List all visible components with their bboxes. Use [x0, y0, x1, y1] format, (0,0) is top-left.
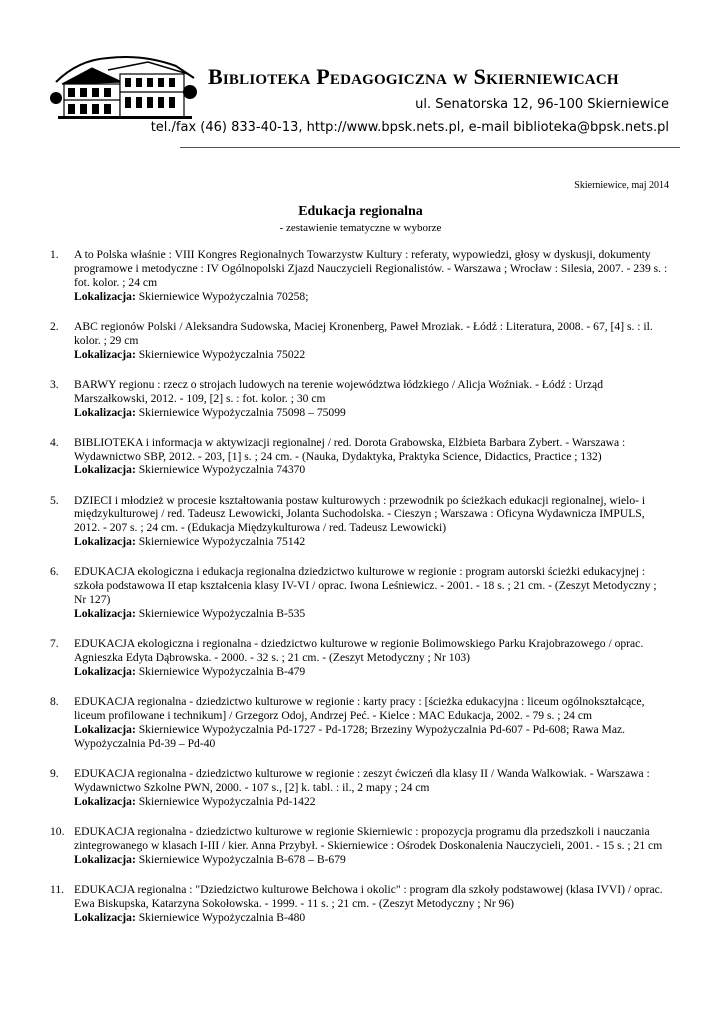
bibliography-entry: [0, 825, 721, 867]
location-value: Skierniewice Wypożyczalnia 75022: [138, 347, 306, 361]
library-contact: tel./fax (46) 833-40-13, http://www.bpsk.nets.pl, e-mail biblioteka@bpsk.nets.pl: [150, 120, 669, 135]
entry-number: 4.: [50, 435, 59, 449]
document-title: Edukacja regionalna: [298, 204, 423, 219]
bibliography-entry: [0, 320, 721, 362]
entry-number: 8.: [50, 695, 59, 709]
bibliography-entry: [0, 767, 721, 809]
location-label: Lokalizacja:: [74, 405, 136, 419]
entry-location: [74, 463, 671, 477]
entry-number: 5.: [50, 493, 59, 507]
entry-description: EDUKACJA ekologiczna i regionalna - dziedzictwo kulturowe w regionie Bolimowskiego Parku Krajobrazowego / oprac. Agnieszka Edyta Dąbrowska. - 2000. - 32 s. ; 21 cm. - (Zeszyt Metodyczny ; Nr 103): [74, 637, 644, 665]
entry-number: 7.: [50, 637, 59, 651]
entry-description: BARWY regionu : rzecz o strojach ludowych na terenie województwa łódzkiego / Alicja Woźniak. - Łódź : Urząd Marszałkowski, 2012. - 109, [2] s. : fot. kolor. ; 30 cm: [74, 377, 603, 405]
location-value: Skierniewice Wypożyczalnia B-535: [138, 607, 306, 621]
bibliography-entry: [0, 494, 721, 550]
location-label: Lokalizacja:: [74, 794, 136, 808]
entry-description: ABC regionów Polski / Aleksandra Sudowska, Maciej Kronenberg, Paweł Mroziak. - Łódź : Literatura, 2008. - 67, [4] s. : il. kolor. ; 29 cm: [74, 319, 653, 347]
entry-description: EDUKACJA regionalna - dziedzictwo kulturowe w regionie Skierniewic : propozycja programu dla przedszkoli i nauczania zintegrowanego w klasach I-III / kier. Anna Przybył. - Skierniewice : Ośrodek Doskonalenia Nauczycieli, 2001. - 15 s. ; 21 cm: [74, 824, 663, 852]
entry-description: EDUKACJA regionalna - dziedzictwo kulturowe w regionie : karty pracy : [ścieżka edukacyjna : liceum ogólnokształcące, liceum profilowane i technikum] / Grzegorz Odoj, Andrzej Peć. - Kielce : MAC Edukacja, 2002. - 79 s. ; 24 cm: [74, 695, 645, 722]
location-label: Lokalizacja:: [74, 852, 136, 866]
letterhead: [0, 0, 721, 160]
entry-location: [74, 723, 671, 751]
entry-location: [74, 406, 671, 420]
location-value: Skierniewice Wypożyczalnia 75098 – 75099: [138, 405, 346, 419]
document-subtitle: - zestawienie tematyczne w wyborze: [279, 222, 442, 234]
location-value: Skierniewice Wypożyczalnia Pd-1727 - Pd-1728; Brzeziny Wypożyczalnia Pd-607 - Pd-608; Rawa Maz. Wypożyczalnia Pd-39 – Pd-40: [74, 722, 626, 750]
library-name: Biblioteka Pedagogiczna w Skierniewicach: [208, 64, 619, 89]
entry-location: [74, 290, 671, 304]
entry-description: EDUKACJA ekologiczna i edukacja regionalna dziedzictwo kulturowe w regionie : program autorski ścieżki edukacyjnej : szkoła podstawowa II etap kształcenia klasy IV-VI / oprac. Iwona Leśniewicz. - 2001. - 18 s. ; 21 cm. - (Zeszyt Metodyczny ; Nr 127): [74, 565, 657, 607]
bibliography-entry: [0, 565, 721, 621]
location-value: Skierniewice Wypożyczalnia B-479: [138, 664, 306, 678]
entry-number: 11.: [50, 882, 65, 896]
location-label: Lokalizacja:: [74, 535, 136, 549]
bibliography-list: [0, 248, 721, 941]
entry-location: [74, 607, 671, 621]
location-value: Skierniewice Wypożyczalnia Pd-1422: [138, 794, 316, 808]
bibliography-entry: [0, 695, 721, 751]
entry-location: [74, 911, 671, 925]
entry-location: [74, 853, 671, 867]
entry-description: EDUKACJA regionalna : "Dziedzictwo kulturowe Bełchowa i okolic" : program dla szkoły podstawowej (klasa IVVI) / oprac. Ewa Biskupska, Katarzyna Sokołowska. - 1999. - 11 s. ; 21 cm. - (Zeszyt Metodyczny ; Nr 96): [74, 882, 663, 910]
entry-number: 2.: [50, 319, 59, 333]
location-label: Lokalizacja:: [74, 910, 136, 924]
location-value: Skierniewice Wypożyczalnia 70258;: [138, 289, 309, 303]
entry-location: [74, 348, 671, 362]
location-label: Lokalizacja:: [74, 607, 136, 621]
entry-location: [74, 665, 671, 679]
header-divider: [180, 147, 680, 148]
place-date: Skierniewice, maj 2014: [574, 180, 669, 191]
entry-location: [74, 795, 671, 809]
entry-number: 10.: [50, 824, 65, 838]
location-label: Lokalizacja:: [74, 664, 136, 678]
location-value: Skierniewice Wypożyczalnia B-678 – B-679: [138, 852, 346, 866]
bibliography-entry: [0, 883, 721, 925]
location-label: Lokalizacja:: [74, 463, 136, 477]
bibliography-entry: [0, 436, 721, 478]
location-label: Lokalizacja:: [74, 722, 136, 736]
location-value: Skierniewice Wypożyczalnia B-480: [138, 910, 306, 924]
entry-location: [74, 535, 671, 549]
entry-description: A to Polska właśnie : VIII Kongres Regionalnych Towarzystw Kultury : referaty, wypowiedzi, głosy w dyskusji, dokumenty programowe i metodyczne : IV Ogólnopolski Zjazd Nauczycieli Regionalistów. - Warszawa ; Wrocław : Silesia, 2007. - 239 s. : fot. kolor. ; 24 cm: [74, 248, 668, 289]
library-building-icon: [48, 48, 202, 126]
entry-number: 9.: [50, 766, 59, 780]
bibliography-entry: [0, 248, 721, 304]
location-label: Lokalizacja:: [74, 289, 136, 303]
entry-number: 6.: [50, 565, 59, 579]
entry-number: 3.: [50, 377, 59, 391]
location-value: Skierniewice Wypożyczalnia 74370: [138, 463, 306, 477]
entry-description: DZIECI i młodzież w procesie kształtowania postaw kulturowych : przewodnik po ścieżkach edukacji regionalnej, wielo- i międzykulturowej / red. Tadeusz Lewowicki, Jolanta Suchodolska. - Cieszyn ; Warszawa : Oficyna Wydawnicza IMPULS, 2012. - 207 s. ; 24 cm. - (Edukacja Międzykulturowa / red. Tadeusz Lewowicki): [74, 493, 646, 535]
bibliography-entry: [0, 378, 721, 420]
entry-number: 1.: [50, 248, 59, 261]
entry-description: EDUKACJA regionalna - dziedzictwo kulturowe w regionie : zeszyt ćwiczeń dla klasy II / Wanda Walkowiak. - Warszawa : Wydawnictwo Szkolne PWN, 2000. - 107 s., [2] k. tabl. : il., 2 mapy ; 24 cm: [74, 766, 650, 794]
location-label: Lokalizacja:: [74, 347, 136, 361]
entry-description: BIBLIOTEKA i informacja w aktywizacji regionalnej / red. Dorota Grabowska, Elżbieta Barbara Zybert. - Warszawa : Wydawnictwo SBP, 2012. - 203, [1] s. ; 24 cm. - (Nauka, Dydaktyka, Praktyka Science, Didactics, Practice ; 132): [74, 435, 626, 463]
bibliography-entry: [0, 637, 721, 679]
library-address: ul. Senatorska 12, 96-100 Skierniewice: [415, 97, 669, 112]
location-value: Skierniewice Wypożyczalnia 75142: [138, 535, 306, 549]
